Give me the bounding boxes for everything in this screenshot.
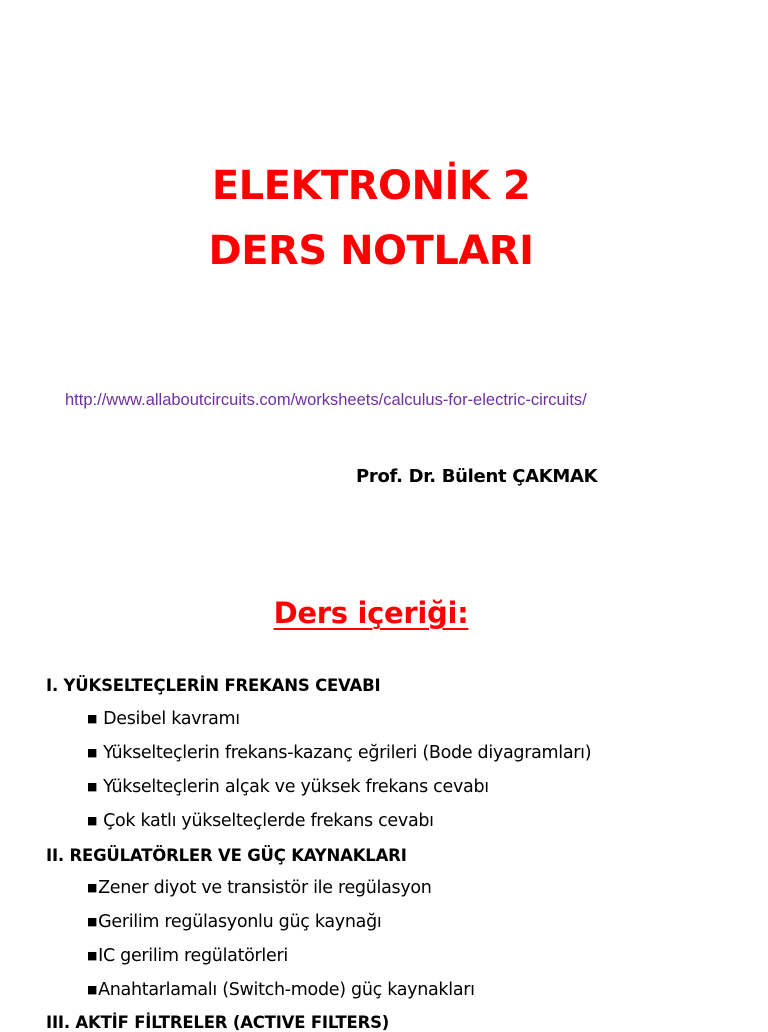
- list-item-text: Yükselteçlerin alçak ve yüksek frekans cevabı: [103, 777, 489, 797]
- list-item: [87, 980, 475, 1000]
- bullet-icon: ■: [87, 712, 98, 725]
- reference-url-link[interactable]: http://www.allaboutcircuits.com/worksheets/calculus-for-electric-circuits/: [65, 391, 587, 409]
- title-line-1: ELEKTRONİK 2: [211, 163, 531, 209]
- list-item-text: Zener diyot ve transistör ile regülasyon: [98, 878, 432, 898]
- list-item-text: Yükselteçlerin frekans-kazanç eğrileri (Bode diyagramları): [103, 743, 592, 763]
- list-item-text: Anahtarlamalı (Switch-mode) güç kaynakları: [98, 980, 475, 1000]
- list-item-text: Desibel kavramı: [103, 709, 240, 729]
- list-item: [87, 811, 434, 831]
- list-item: [87, 912, 381, 932]
- bullet-icon: ■: [87, 881, 98, 894]
- list-item-text: IC gerilim regülatörleri: [98, 946, 288, 966]
- bullet-icon: ■: [87, 915, 98, 928]
- list-item-text: Çok katlı yükselteçlerde frekans cevabı: [103, 811, 434, 831]
- contents-heading-text: Ders içeriği:: [273, 596, 469, 630]
- author-name: Prof. Dr. Bülent ÇAKMAK: [356, 466, 598, 487]
- list-item: [87, 709, 240, 729]
- bullet-icon: ■: [87, 814, 98, 827]
- bullet-icon: ■: [87, 746, 98, 759]
- bullet-icon: ■: [87, 949, 98, 962]
- section-heading-2: II. REGÜLATÖRLER VE GÜÇ KAYNAKLARI: [46, 846, 407, 865]
- list-item: [87, 743, 591, 763]
- title-line-2: DERS NOTLARI: [208, 228, 534, 274]
- list-item: [87, 777, 489, 797]
- section-heading-3: III. AKTİF FİLTRELER (ACTIVE FILTERS): [46, 1013, 390, 1032]
- list-item: [87, 878, 432, 898]
- list-item: [87, 946, 288, 966]
- list-item-text: Gerilim regülasyonlu güç kaynağı: [98, 912, 382, 932]
- section-heading-1: I. YÜKSELTEÇLERİN FREKANS CEVABI: [46, 676, 381, 695]
- bullet-icon: ■: [87, 983, 98, 996]
- bullet-icon: ■: [87, 780, 98, 793]
